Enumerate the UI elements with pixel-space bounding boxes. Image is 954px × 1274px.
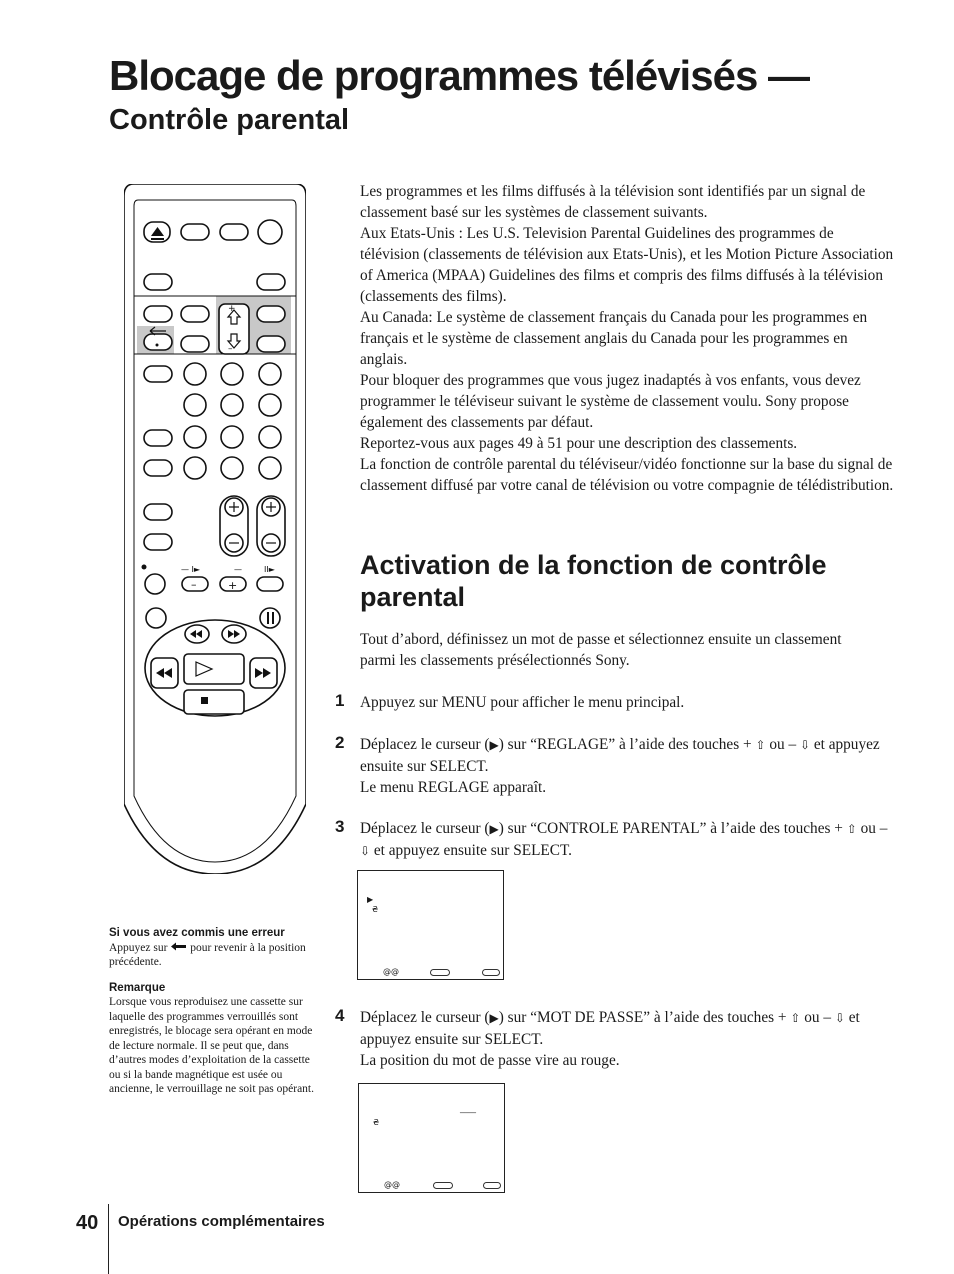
sidebar-notes (109, 926, 314, 1108)
cursor-icon: ▶ (489, 822, 499, 836)
menu-indicator (433, 1182, 453, 1189)
step-text: Appuyez sur MENU pour afficher le menu principal. (360, 694, 685, 711)
return-arrow-icon (170, 942, 187, 951)
svg-text:+: + (228, 579, 238, 592)
step-3 (335, 818, 895, 862)
paragraph: Les programmes et les films diffusés à la télévision sont identifiés par un signal de classement basé sur les systèmes de classement suivants. (360, 183, 866, 221)
down-arrow-icon: ⇩ (834, 1011, 845, 1025)
remote-control-illustration (124, 184, 306, 874)
error-text: Appuyez sur pour revenir à la position précédente. (109, 941, 306, 968)
step-text: Déplacez le curseur (▶) sur “REGLAGE” à l’aide des touches + ⇧ ou – ⇩ et appuyez ensuite sur SELECT. (360, 736, 880, 775)
step-note: Le menu REGLAGE apparaît. (360, 779, 547, 796)
up-arrow-icon: ⇧ (755, 738, 766, 752)
step-text: Déplacez le curseur (▶) sur “MOT DE PASSE” à l’aide des touches + ⇧ ou – ⇩ et appuyez ensuite sur SELECT. (360, 1009, 860, 1048)
svg-text:+: + (228, 304, 236, 314)
step-number: 4 (335, 1006, 345, 1025)
stop-round-button (146, 608, 166, 628)
pause-button (260, 608, 280, 628)
menu-glyph: ₴ (372, 905, 379, 914)
menu-indicator (483, 1182, 501, 1189)
paragraph: Au Canada: Le système de classement français du Canada pour les programmes en français et le système de classement anglais du Canada pour les programmes en anglais. (360, 309, 868, 368)
step-text: Déplacez le curseur (▶) sur “CONTROLE PARENTAL” à l’aide des touches + ⇧ ou – ⇩ et appuyez ensuite sur SELECT. (360, 820, 888, 859)
menu-label: @@ (384, 1180, 400, 1189)
intro-text (360, 181, 895, 496)
svg-text:— I►: — I► (181, 565, 201, 574)
paragraph: Aux Etats-Unis : Les U.S. Television Parental Guidelines des programmes de télévision (classements de télévision aux Etats-Unis), et les Motion Picture Association of America (MPAA) Guidelines des films et compris des films diffusés à la télévision (classements des films). (360, 225, 894, 305)
error-heading: Si vous avez commis une erreur (109, 927, 285, 939)
step-4 (335, 1007, 895, 1071)
svg-text:–: – (191, 578, 197, 591)
down-arrow-icon: ⇩ (799, 738, 811, 752)
play-button (184, 654, 244, 684)
menu-glyph: ₴ (373, 1118, 380, 1127)
power-button (258, 220, 282, 244)
menu-indicator (430, 969, 450, 976)
step-number: 1 (335, 691, 345, 710)
svg-text:II►: II► (264, 565, 275, 574)
step-note: La position du mot de passe vire au rouge. (360, 1052, 620, 1069)
cursor-icon: ▶ (367, 895, 374, 904)
section-intro: Tout d’abord, définissez un mot de passe et sélectionnez ensuite un classement parmi les classements présélectionnés Sony. (360, 631, 842, 669)
svg-text:–: – (228, 344, 233, 354)
page-subtitle: Contrôle parental (109, 104, 350, 136)
password-placeholder: ____ (460, 1104, 476, 1113)
cursor-icon: ▶ (489, 1011, 499, 1025)
paragraph: Pour bloquer des programmes que vous jugez inadaptés à vos enfants, vous devez programmer le téléviseur suivant le système de classement voulu. Sony propose également des classements par défaut. (360, 372, 861, 431)
note-heading: Remarque (109, 981, 166, 994)
step-number: 3 (335, 817, 345, 836)
tv-menu-screen (357, 870, 504, 980)
down-arrow-icon: ⇩ (360, 844, 371, 858)
page-title: Blocage de programmes télévisés — (109, 52, 809, 99)
up-arrow-icon: ⇧ (790, 1011, 801, 1025)
menu-indicator (482, 969, 500, 976)
step-number: 2 (335, 733, 345, 752)
record-button (145, 574, 165, 594)
tv-password-screen (358, 1083, 505, 1193)
svg-text:—: — (234, 565, 242, 574)
cursor-icon: ▶ (489, 738, 499, 752)
page-number: 40 (76, 1212, 99, 1234)
footer-section-label: Opérations complémentaires (118, 1213, 325, 1230)
stop-button (184, 690, 244, 714)
step-2 (335, 734, 895, 798)
note-text: Lorsque vous reproduisez une cassette sur laquelle des programmes verrouillés sont enregistrés, le blocage sera opérant en mode de lecture normale. Il se peut que, dans d’autres modes d’exploitation de la cassette ou si la bande magnétique est usée ou ancienne, le verrouillage ne soit pas opérant. (109, 996, 315, 1095)
footer-divider (108, 1204, 109, 1274)
step-1 (335, 692, 895, 713)
up-arrow-icon: ⇧ (846, 822, 857, 836)
section-title: Activation de la fonction de contrôle parental (360, 550, 827, 612)
menu-label: @@ (383, 967, 399, 976)
return-button (144, 334, 172, 350)
paragraph: La fonction de contrôle parental du téléviseur/vidéo fonctionne sur la base du signal de classement diffusé par votre canal de télévision ou votre compagnie de télédistribution. (360, 456, 894, 494)
paragraph: Reportez-vous aux pages 49 à 51 pour une description des classements. (360, 435, 798, 452)
